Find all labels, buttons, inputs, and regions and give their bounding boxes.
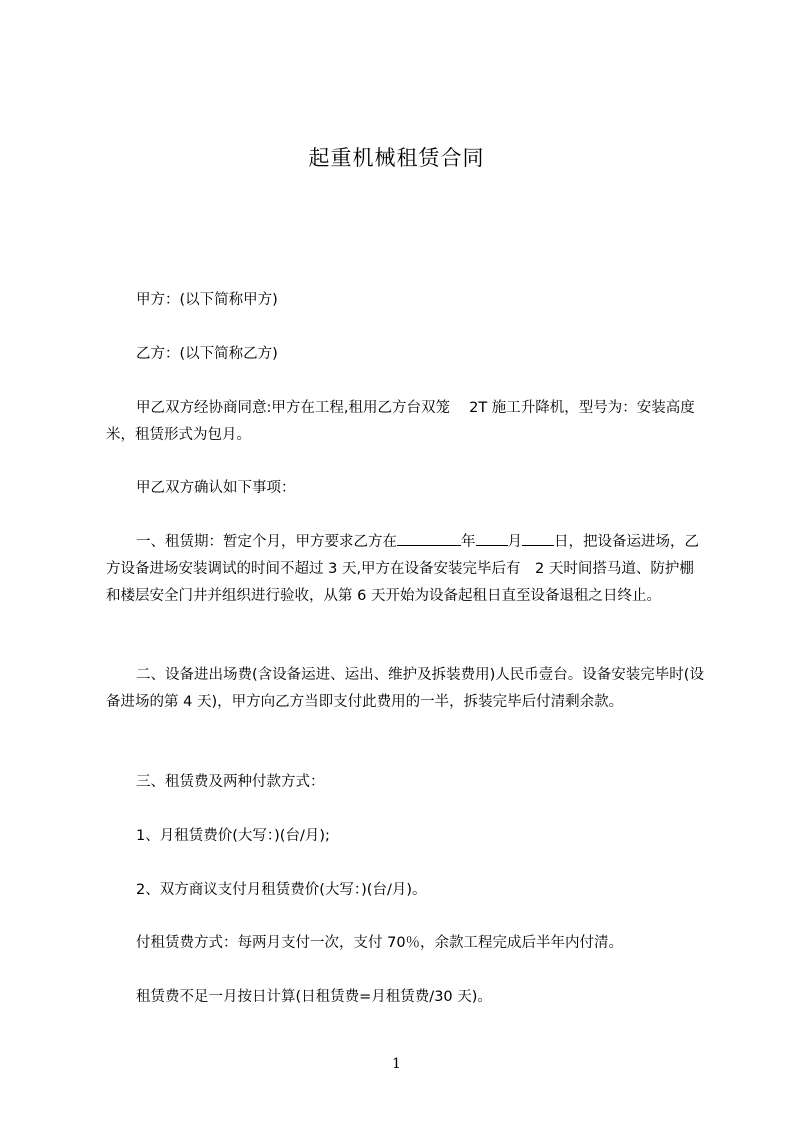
year-blank xyxy=(397,530,461,546)
month-blank xyxy=(476,530,508,546)
clause-1-text-a: 一、租赁期：暂定个月，甲方要求乙方在 xyxy=(136,534,397,550)
clause-2-paragraph: 二、设备进出场费(含设备运进、运出、维护及拆装费用)人民币壹台。设备安装完毕时(设备进场的第 4 天)，甲方向乙方当即支付此费用的一半，拆装完毕后付清剩余款。 xyxy=(106,667,704,710)
party-b-line: 乙方：(以下简称乙方) xyxy=(136,346,278,362)
rent-item-2: 2、双方商议支付月租赁费价(大写：)(台/月)。 xyxy=(136,882,427,898)
clause-3-heading: 三、租赁费及两种付款方式： xyxy=(136,774,325,790)
clause-1-text-b: 日，把设备运进场，乙方设备进场安装调试的时间不超过 3 天,甲方在设备安装完毕后有 2 天时间搭马道、防护棚和楼层安全门井并组织进行验收，从第 6 天开始为设备起租日直至设备退租之日终止。 xyxy=(106,534,699,604)
clause-1-month: 月 xyxy=(507,534,522,550)
payment-method-line: 付租赁费方式：每两月支付一次，支付 70％，余款工程完成后半年内付清。 xyxy=(136,935,624,951)
confirm-line: 甲乙双方确认如下事项： xyxy=(136,480,296,496)
rent-item-1: 1、月租赁费价(大写：)(台/月); xyxy=(136,828,330,844)
party-a-line: 甲方：(以下简称甲方) xyxy=(136,292,278,308)
clause-1-year: 年 xyxy=(461,534,476,550)
clause-1-paragraph xyxy=(106,529,708,610)
document-title: 起重机械租赁合同 xyxy=(308,146,485,170)
intro-paragraph: 甲乙双方经协商同意:甲方在工程,租用乙方台双笼 2T 施工升降机，型号为：安装高度米，租赁形式为包月。 xyxy=(106,400,695,443)
daily-rent-line: 租赁费不足一月按日计算(日租赁费=月租赁费/30 天)。 xyxy=(136,989,492,1005)
day-blank xyxy=(522,530,554,546)
page-number: 1 xyxy=(392,1056,401,1072)
